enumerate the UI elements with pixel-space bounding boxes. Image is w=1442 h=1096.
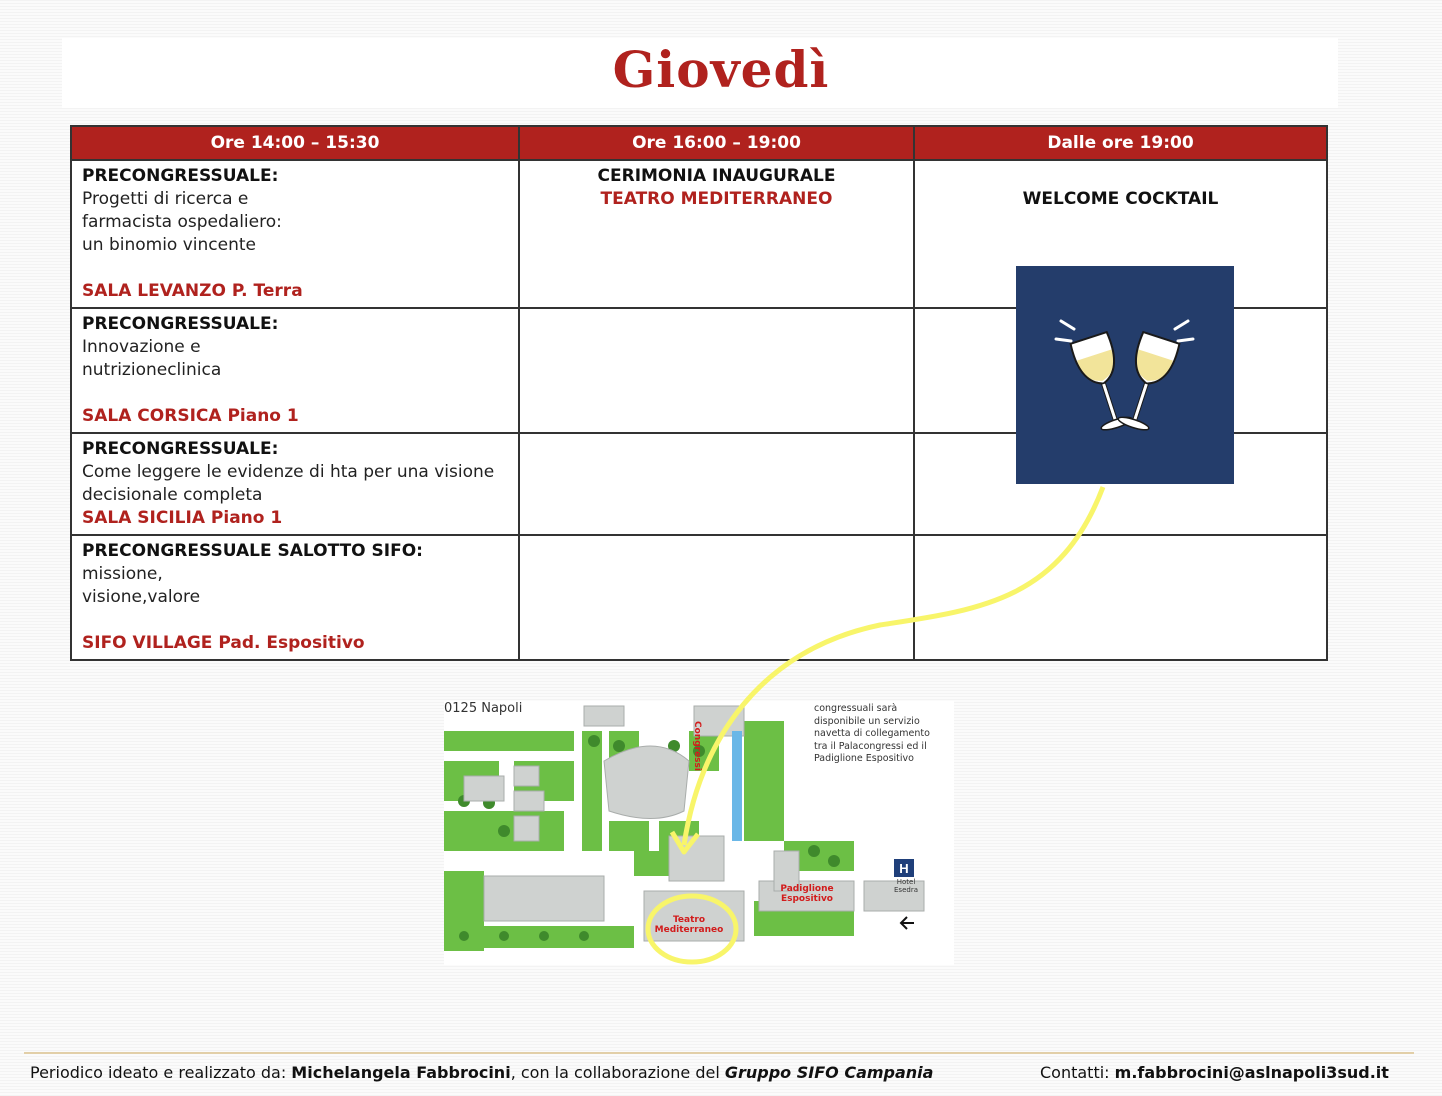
session-line: Come leggere le evidenze di hta per una visione (82, 462, 495, 482)
map-note: congressuali sarà disponibile un servizio navetta di collegamento tra il Palacongressi ed il Padiglione Espositivo (814, 703, 930, 764)
footer-prefix: Periodico ideato e realizzato da: (30, 1063, 292, 1082)
header-slot-3: Dalle ore 19:00 (914, 126, 1327, 160)
session-location: SALA LEVANZO P. Terra (82, 281, 303, 301)
session-heading: PRECONGRESSUALE: (82, 166, 279, 186)
empty-cell (914, 535, 1327, 660)
session-heading: PRECONGRESSUALE: (82, 439, 279, 459)
session-line: visione,valore (82, 587, 201, 607)
header-slot-2: Ore 16:00 – 19:00 (519, 126, 914, 160)
hotel-label: Hotel Esedra (894, 878, 918, 894)
ceremony-title: CERIMONIA INAUGURALE (597, 166, 836, 186)
footer-author: Michelangela Fabbrocini (291, 1063, 511, 1082)
venue-map (444, 701, 954, 965)
contacts-email[interactable]: m.fabbrocini@aslnapoli3sud.it (1114, 1063, 1389, 1082)
welcome-cocktail: WELCOME COCKTAIL (1022, 189, 1219, 209)
session-heading: PRECONGRESSUALE SALOTTO SIFO: (82, 541, 423, 561)
session-cell (71, 160, 519, 308)
wine-glasses-icon (1016, 266, 1234, 484)
session-cell (71, 308, 519, 433)
session-line: nutrizioneclinica (82, 360, 222, 380)
empty-cell (519, 535, 914, 660)
session-cell (71, 535, 519, 660)
header-slot-1: Ore 14:00 – 15:30 (71, 126, 519, 160)
session-line: decisionale completa (82, 485, 263, 505)
table-row (71, 535, 1327, 660)
schedule-header-row (71, 126, 1327, 160)
session-line: Innovazione e (82, 337, 201, 357)
footer-middle: , con la collaborazione del (510, 1063, 725, 1082)
pavilion-label: Padiglione Espositivo (780, 884, 834, 904)
empty-cell (519, 308, 914, 433)
cocktail-illustration (1016, 266, 1234, 484)
session-location: SIFO VILLAGE Pad. Espositivo (82, 633, 365, 653)
hotel-icon-letter: H (899, 861, 909, 876)
contacts-label: Contatti: (1040, 1063, 1115, 1082)
session-cell (71, 433, 519, 535)
ceremony-location: TEATRO MEDITERRANEO (600, 189, 833, 209)
footer-contacts (1040, 1063, 1389, 1082)
session-location: SALA CORSICA Piano 1 (82, 406, 299, 426)
page-title: Giovedì (612, 40, 830, 99)
session-location: SALA SICILIA Piano 1 (82, 508, 283, 528)
footer-credits (30, 1063, 933, 1082)
session-line: Progetti di ricerca e (82, 189, 249, 209)
map-address: 0125 Napoli (444, 701, 523, 716)
ceremony-cell (519, 160, 914, 308)
session-line: farmacista ospedaliero: (82, 212, 282, 232)
palacongressi-label: Congressi (692, 721, 702, 771)
session-heading-tail: missione, (82, 564, 163, 584)
session-heading: PRECONGRESSUALE: (82, 314, 279, 334)
footer-group: Gruppo SIFO Campania (724, 1063, 934, 1082)
footer-divider (24, 1052, 1414, 1054)
empty-cell (519, 433, 914, 535)
session-line: un binomio vincente (82, 235, 256, 255)
theatre-label: Teatro Mediterraneo (654, 915, 724, 935)
